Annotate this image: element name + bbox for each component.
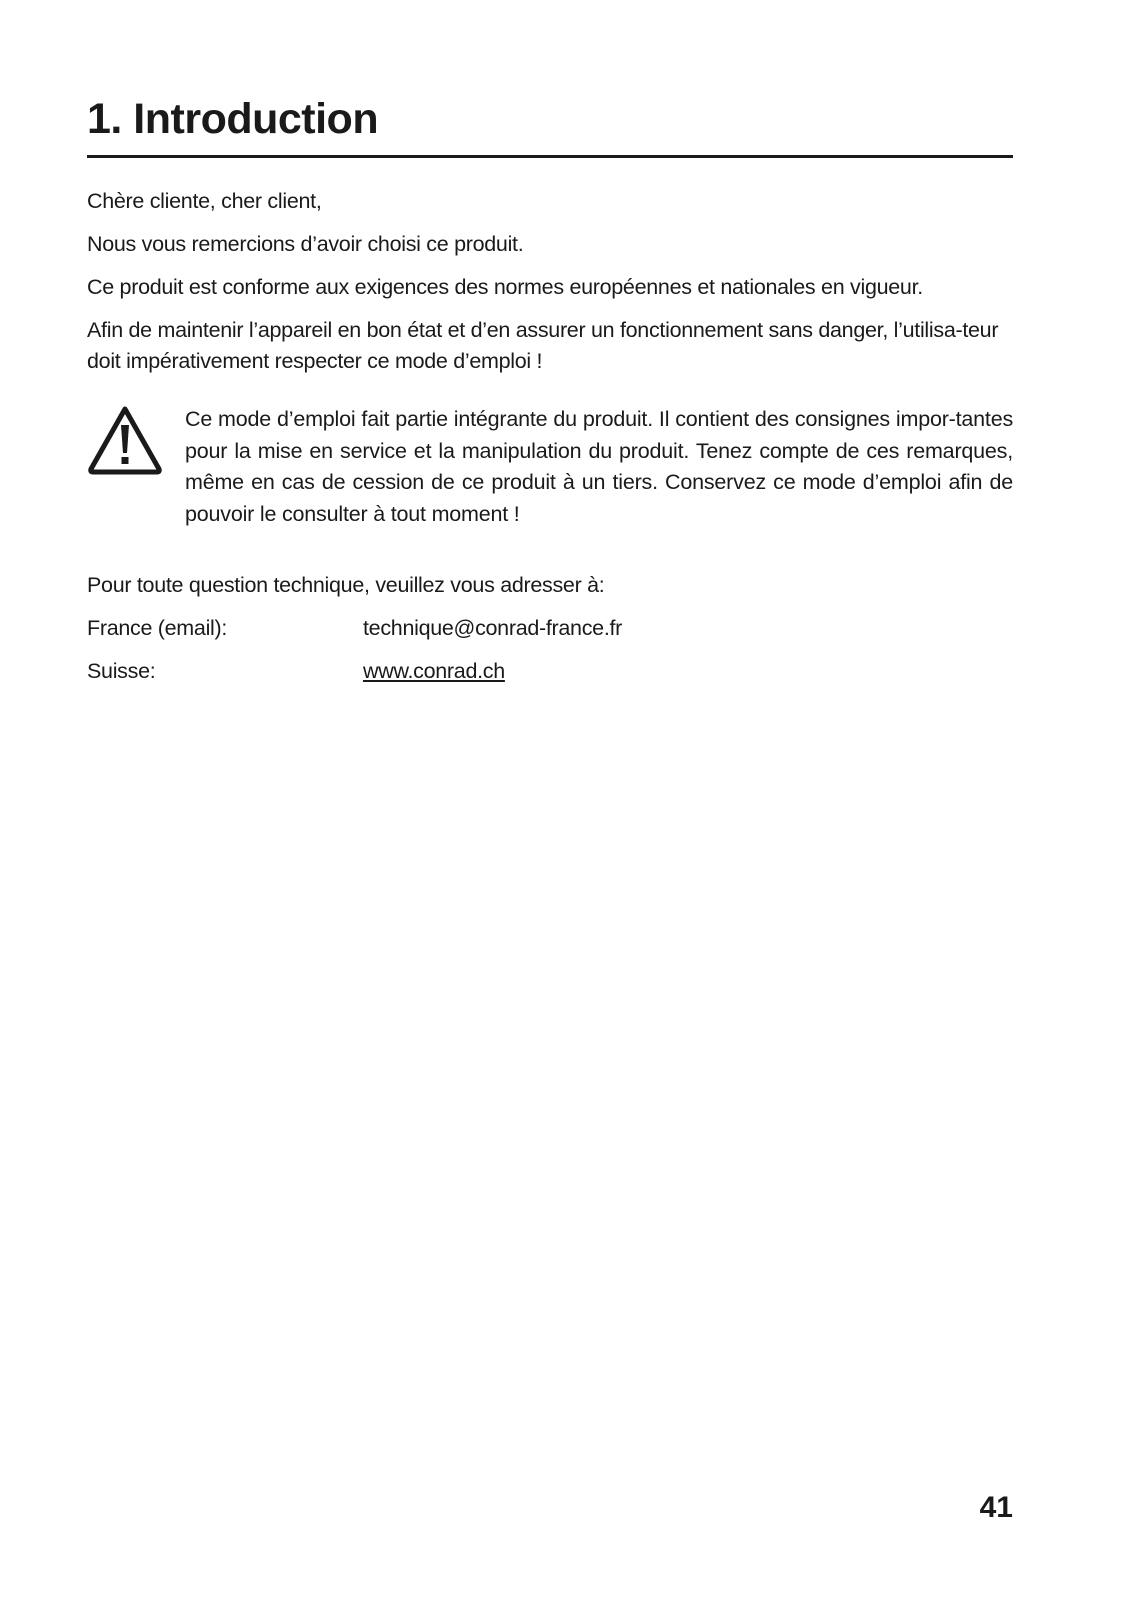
instructions-paragraph: Afin de maintenir l’appareil en bon état et d’en assurer un fonctionnement sans danger, l’utilisa-teur doit impérativement respecter ce mode d’emploi ! [87, 318, 999, 373]
contact-row-suisse [87, 656, 1013, 687]
contact-label-france: France (email): [87, 616, 228, 640]
thanks-paragraph: Nous vous remercions d’avoir choisi ce produit. [87, 232, 524, 256]
support-intro: Pour toute question technique, veuillez vous adresser à: [87, 573, 605, 597]
conformity-paragraph: Ce produit est conforme aux exigences des normes européennes et nationales en vigueur. [87, 275, 923, 299]
greeting-paragraph: Chère cliente, cher client, [87, 189, 322, 213]
document-page [87, 0, 1013, 1600]
contact-label-suisse: Suisse: [87, 659, 156, 683]
contact-email-france: technique@conrad-france.fr [363, 616, 623, 640]
warning-text: Ce mode d’emploi fait partie intégrante du produit. Il contient des consignes impor-tantes pour la mise en service et la manipulation du produit. Tenez compte de ces remarques, même en cas de cession de ce produit à un tiers. Conservez ce mode d’emploi afin de pouvoir le consulter à tout moment ! [185, 407, 1013, 526]
heading-divider [87, 155, 1013, 158]
warning-triangle-icon [87, 405, 163, 475]
page-number: 41 [979, 1491, 1013, 1524]
contact-link-suisse[interactable]: www.conrad.ch [363, 659, 505, 683]
section-heading: 1. Introduction [87, 95, 379, 143]
contact-row-france [87, 613, 1013, 644]
